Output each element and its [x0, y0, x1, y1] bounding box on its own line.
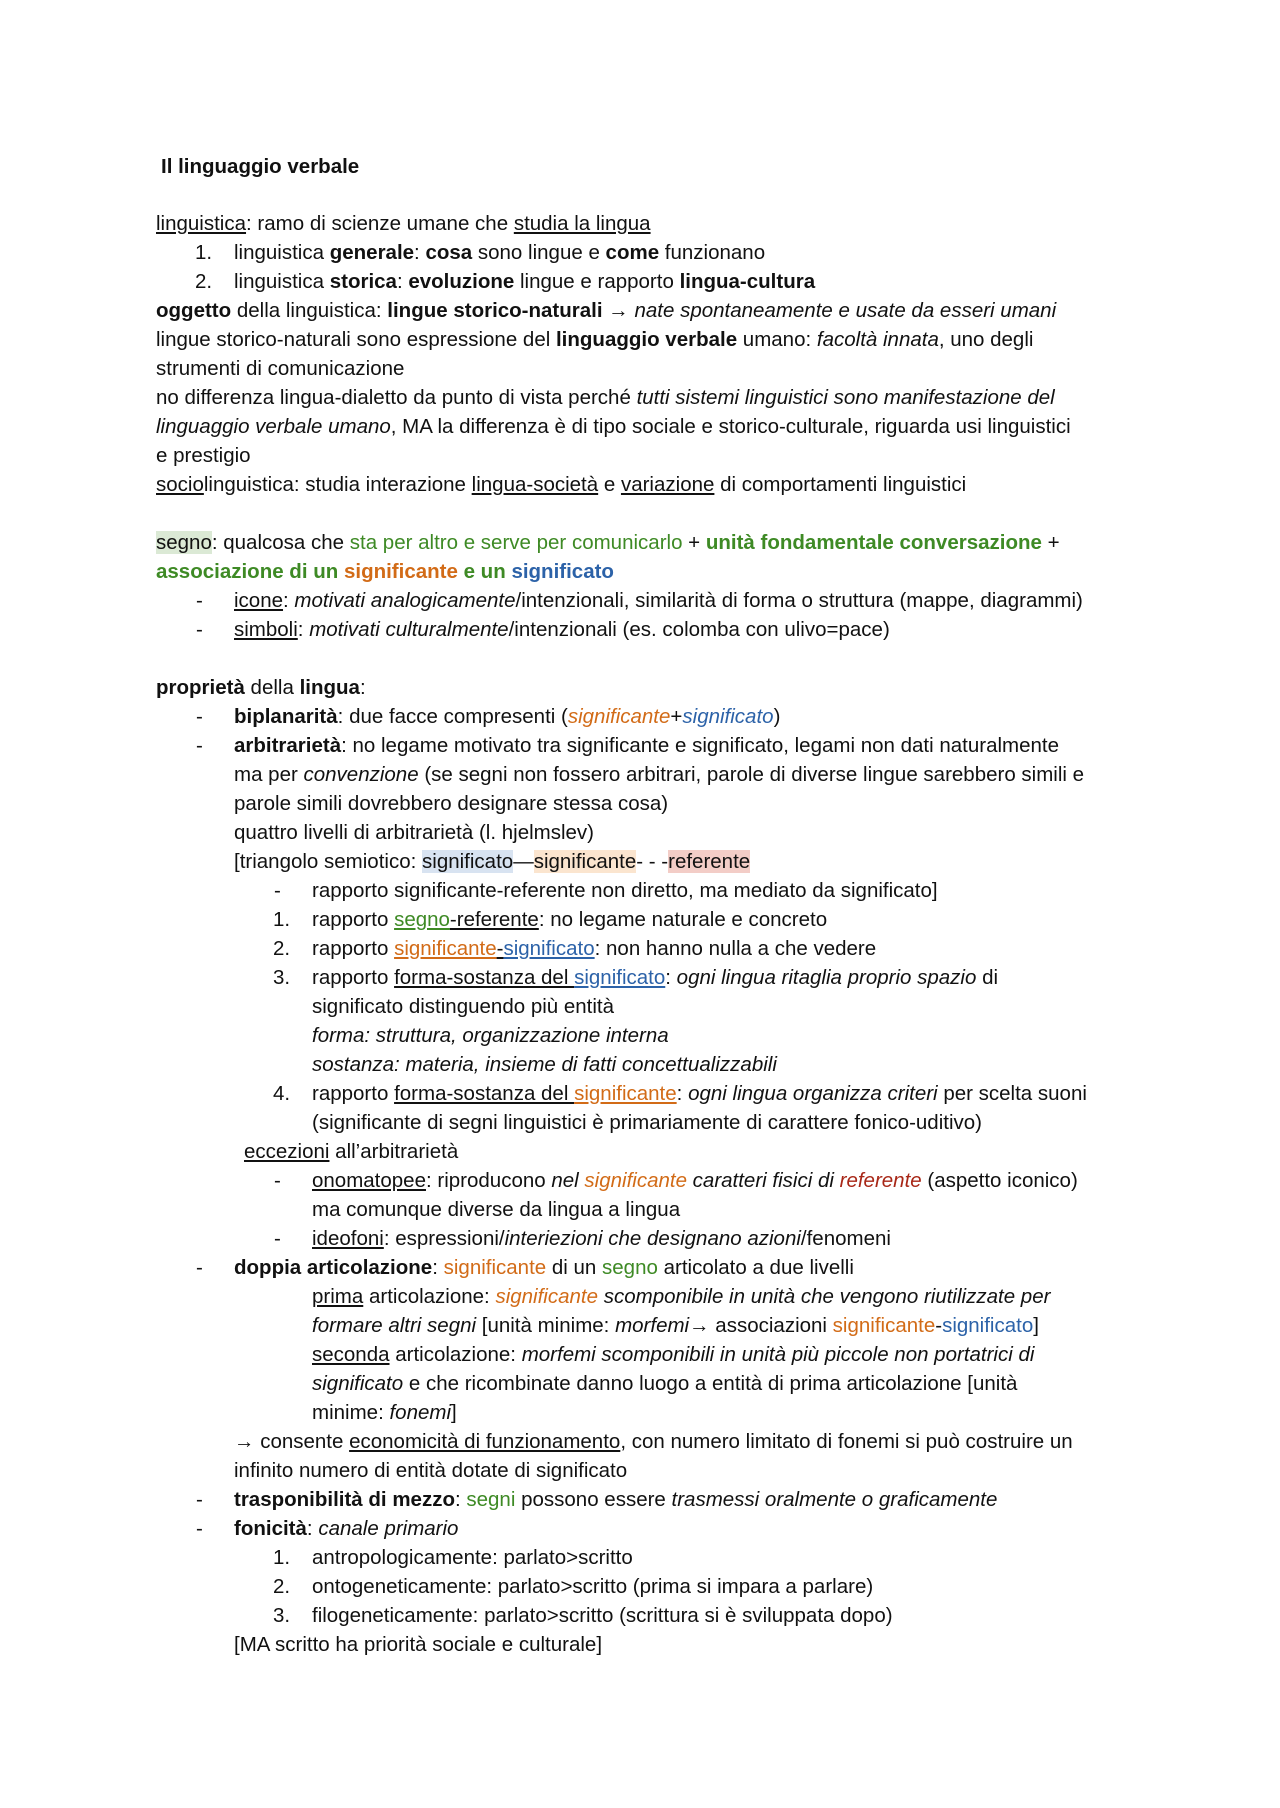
list-marker: 1.: [273, 908, 291, 931]
list-item: icone: motivati analogicamente/intenzionali, similarità di forma o struttura (mappe, diagrammi): [234, 589, 1083, 612]
economicita-note: → consente economicità di funzionamento, con numero limitato di fonemi si può costruire un: [234, 1430, 1073, 1453]
seconda-articolazione-cont: significato e che ricombinate danno luogo a entità di prima articolazione [unità: [312, 1372, 1018, 1395]
prima-articolazione-cont: formare altri segni [unità minime: morfemi→ associazioni significante-significato]: [312, 1314, 1039, 1337]
arbitrarieta-levels-intro: quattro livelli di arbitrarietà (l. hjelmslev): [234, 821, 595, 844]
list-marker: -: [196, 1488, 203, 1511]
arbitrarieta-item: arbitrarietà: no legame motivato tra significante e significato, legami non dati naturalmente: [234, 734, 1060, 757]
list-item: rapporto significante-significato: non hanno nulla a che vedere: [312, 937, 877, 960]
list-marker: 3.: [273, 1604, 291, 1627]
list-marker: -: [196, 1256, 203, 1279]
list-item: simboli: motivati culturalmente/intenzionali (es. colomba con ulivo=pace): [234, 618, 890, 641]
seconda-articolazione: seconda articolazione: morfemi scomponibili in unità più piccole non portatrici di: [312, 1343, 1035, 1366]
fonicita-item: fonicità: canale primario: [234, 1517, 459, 1540]
list-item: linguistica storica: evoluzione lingue e rapporto lingua-cultura: [234, 270, 816, 293]
eccezioni-heading: eccezioni all’arbitrarietà: [244, 1140, 459, 1163]
arbitrarieta-cont: ma per convenzione (se segni non fossero arbitrari, parole di diverse lingue sarebbero simili e: [234, 763, 1085, 786]
page-title: Il linguaggio verbale: [161, 155, 360, 178]
dialetto-paragraph: no differenza lingua-dialetto da punto di vista perché tutti sistemi linguistici sono manifestazione del: [156, 386, 1055, 409]
list-item-cont: (significante di segni linguistici è primariamente di carattere fonico-uditivo): [312, 1111, 982, 1134]
doppia-articolazione-item: doppia articolazione: significante di un segno articolato a due livelli: [234, 1256, 854, 1279]
trasponibilita-item: trasponibilità di mezzo: segni possono essere trasmessi oralmente o graficamente: [234, 1488, 998, 1511]
dialetto-paragraph-cont: linguaggio verbale umano, MA la differenza è di tipo sociale e storico-culturale, riguarda usi linguistici: [156, 415, 1071, 438]
biplanarita-item: biplanarità: due facce compresenti (significante+significato): [234, 705, 781, 728]
onomatopee-cont: ma comunque diverse da lingua a lingua: [312, 1198, 681, 1221]
list-marker: 2.: [273, 1575, 291, 1598]
list-marker: -: [196, 1517, 203, 1540]
term-segno: segno: [156, 531, 212, 554]
onomatopee-item: onomatopee: riproducono nel significante caratteri fisici di referente (aspetto iconico): [312, 1169, 1078, 1192]
triangolo-semiotico: [triangolo semiotico: significato—significante- - -referente: [234, 850, 751, 873]
list-marker: 4.: [273, 1082, 291, 1105]
linguistica-definition: linguistica: ramo di scienze umane che studia la lingua: [156, 212, 651, 235]
fonicita-note: [MA scritto ha priorità sociale e culturale]: [234, 1633, 603, 1656]
economicita-note-cont: infinito numero di entità dotate di significato: [234, 1459, 628, 1482]
storico-paragraph-cont: strumenti di comunicazione: [156, 357, 405, 380]
list-marker: 1.: [195, 241, 213, 264]
list-marker: 2.: [273, 937, 291, 960]
list-marker: -: [274, 879, 281, 902]
storico-paragraph: lingue storico-naturali sono espressione del linguaggio verbale umano: facoltà innata, uno degli: [156, 328, 1034, 351]
list-item-cont: forma: struttura, organizzazione interna: [312, 1024, 669, 1047]
list-marker: -: [274, 1169, 281, 1192]
segno-definition: segno: qualcosa che sta per altro e serve per comunicarlo + unità fondamentale conversazione +: [156, 531, 1060, 554]
list-marker: 3.: [273, 966, 291, 989]
list-item: ontogeneticamente: parlato>scritto (prima si impara a parlare): [312, 1575, 874, 1598]
list-marker: 1.: [273, 1546, 291, 1569]
seconda-articolazione-end: minime: fonemi]: [312, 1401, 457, 1424]
list-item: rapporto significante-referente non diretto, ma mediato da significato]: [312, 879, 938, 902]
list-marker: -: [196, 589, 203, 612]
ideofoni-item: ideofoni: espressioni/interiezioni che designano azioni/fenomeni: [312, 1227, 891, 1250]
list-item: rapporto forma-sostanza del significante: ogni lingua organizza criteri per scelta suoni: [312, 1082, 1087, 1105]
list-marker: -: [196, 734, 203, 757]
list-item-cont: significato distinguendo più entità: [312, 995, 615, 1018]
list-item: filogeneticamente: parlato>scritto (scrittura si è sviluppata dopo): [312, 1604, 893, 1627]
oggetto-paragraph: oggetto della linguistica: lingue storico-naturali → nate spontaneamente e usate da esseri umani: [156, 299, 1057, 322]
list-item-cont: sostanza: materia, insieme di fatti concettualizzabili: [312, 1053, 777, 1076]
segno-definition-cont: associazione di un significante e un significato: [156, 560, 614, 583]
dialetto-paragraph-end: e prestigio: [156, 444, 251, 467]
list-item: antropologicamente: parlato>scritto: [312, 1546, 633, 1569]
proprieta-heading: proprietà della lingua:: [156, 676, 366, 699]
prima-articolazione: prima articolazione: significante scomponibile in unità che vengono riutilizzate per: [312, 1285, 1051, 1308]
term-linguistica: linguistica: [156, 212, 247, 235]
sociolinguistica-paragraph: sociolinguistica: studia interazione lingua-società e variazione di comportamenti linguistici: [156, 473, 967, 496]
arbitrarieta-cont: parole simili dovrebbero designare stessa cosa): [234, 792, 669, 815]
list-marker: -: [196, 618, 203, 641]
list-item: rapporto segno-referente: no legame naturale e concreto: [312, 908, 828, 931]
list-marker: 2.: [195, 270, 213, 293]
list-marker: -: [274, 1227, 281, 1250]
list-item: linguistica generale: cosa sono lingue e come funzionano: [234, 241, 766, 264]
list-marker: -: [196, 705, 203, 728]
list-item: rapporto forma-sostanza del significato: ogni lingua ritaglia proprio spazio di: [312, 966, 999, 989]
